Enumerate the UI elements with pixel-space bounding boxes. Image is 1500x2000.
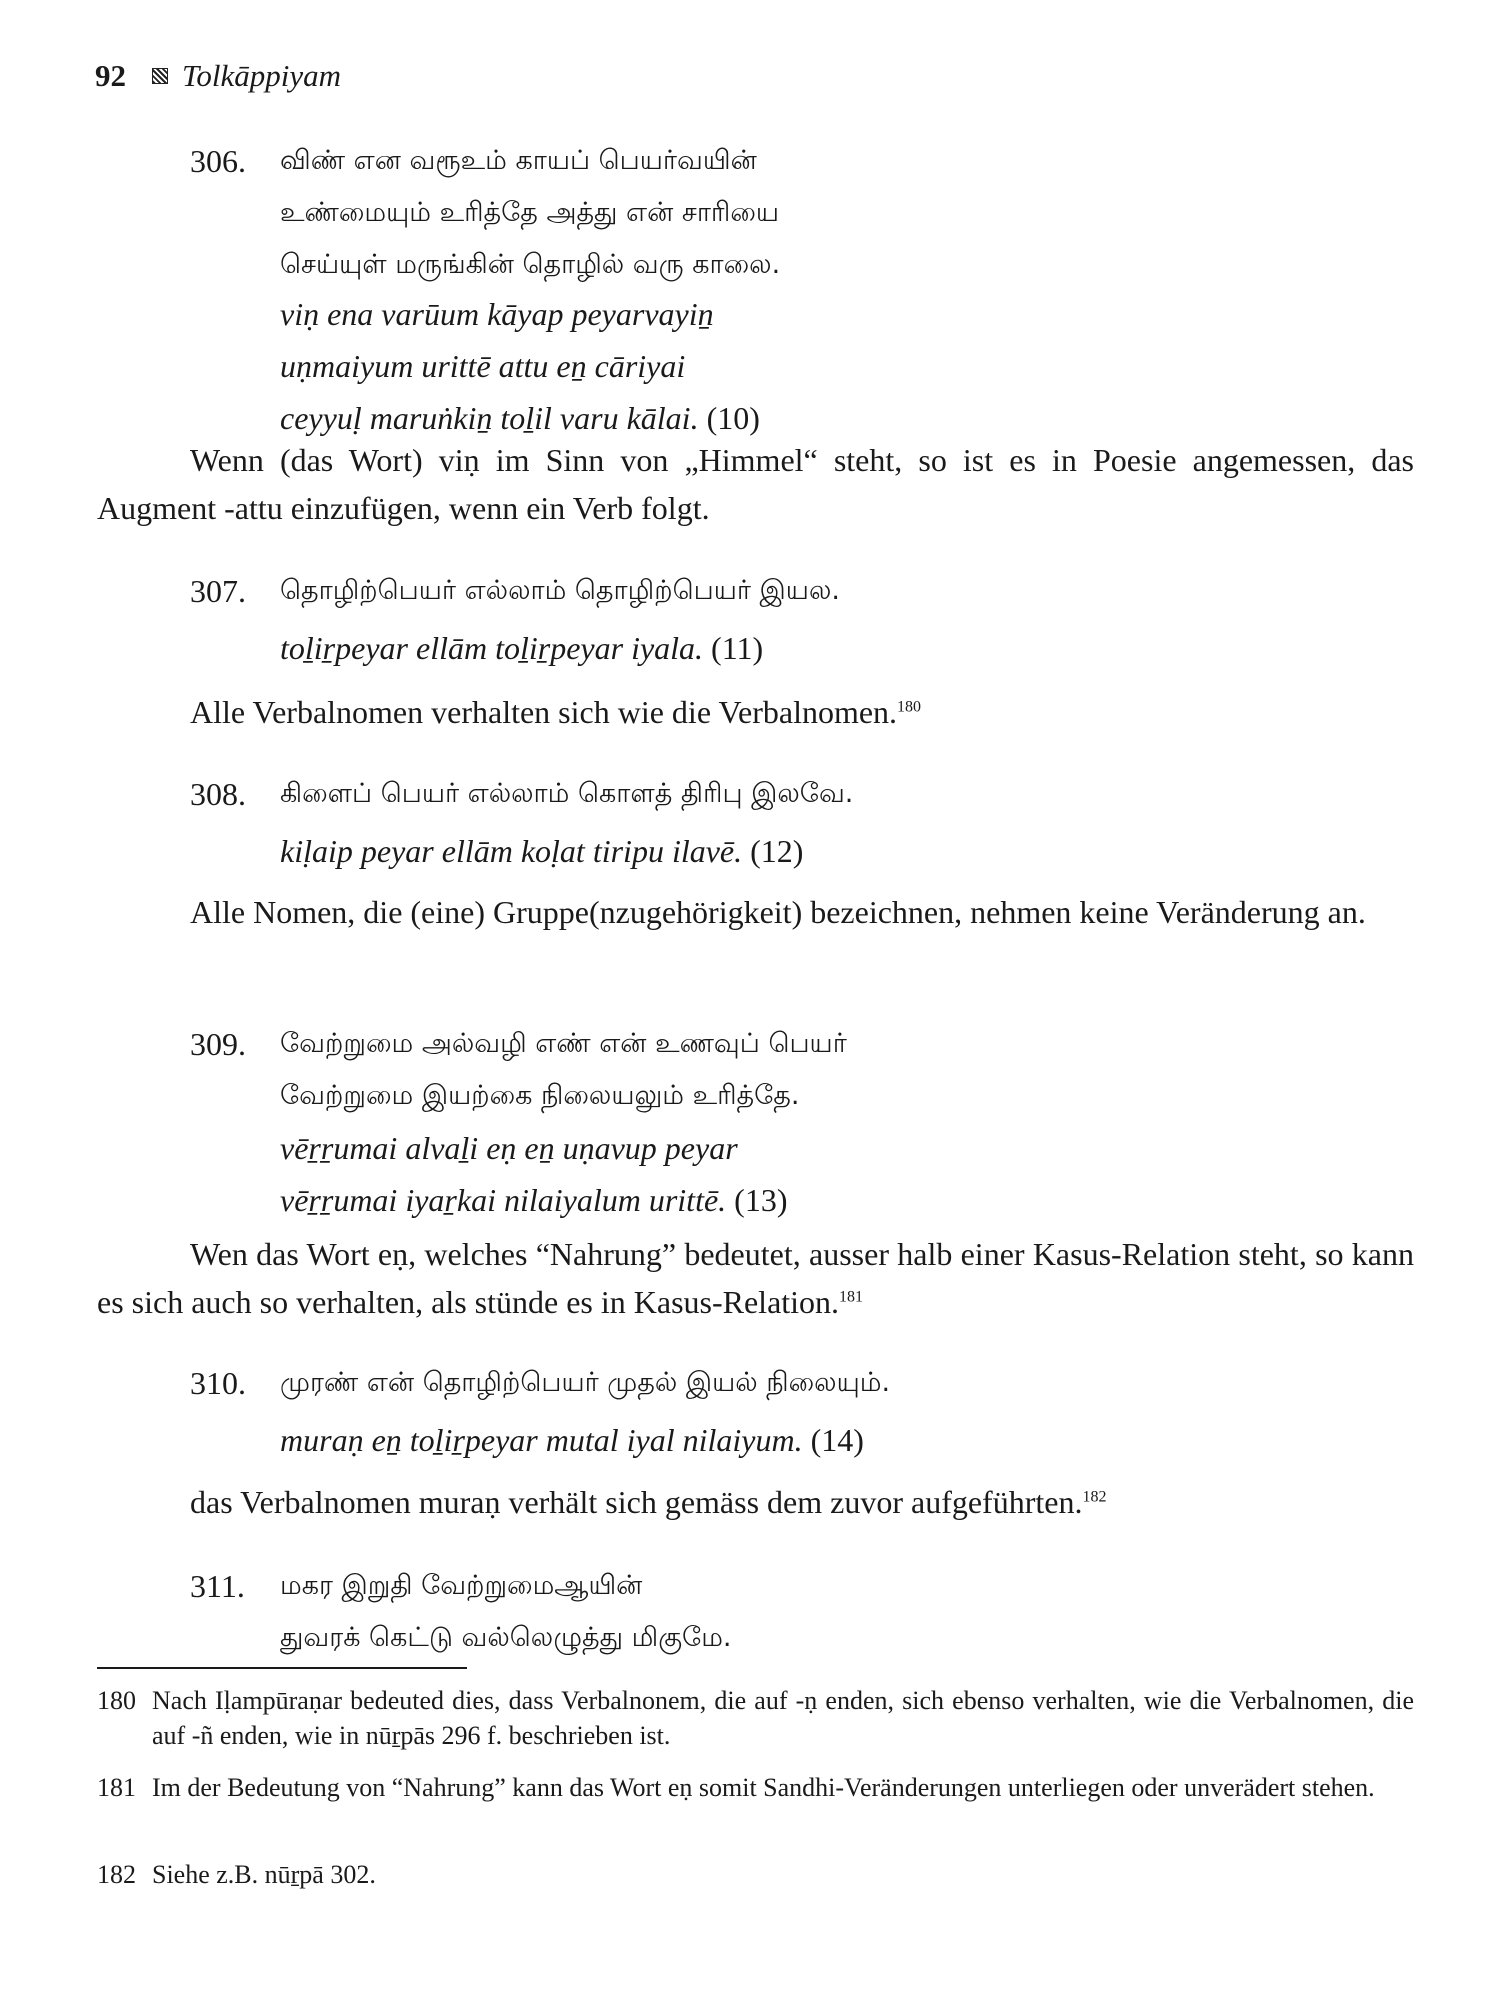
tamil-line: வேற்றுமை இயற்கை நிலையலும் உரித்தே. <box>280 1080 800 1111</box>
footnote-180 <box>97 1683 1414 1753</box>
verse-ref: (13) <box>734 1182 788 1218</box>
verse-number: 306. <box>190 143 246 179</box>
verse-number: 307. <box>190 573 246 609</box>
transliteration-308 <box>280 825 803 877</box>
footnote-181 <box>97 1770 1414 1805</box>
translit-line: toḻiṟpeyar ellām toḻiṟpeyar iyala. <box>280 630 704 666</box>
translation-308 <box>97 888 1414 936</box>
translit-line: vēṟṟumai alvaḻi eṇ eṉ uṇavup peyar <box>280 1130 738 1166</box>
tamil-line: துவரக் கெட்டு வல்லெழுத்து மிகுமே. <box>280 1622 732 1653</box>
verse-number: 309. <box>190 1026 246 1062</box>
footnote-text: Im der Bedeutung von “Nahrung” kann das Wort eṇ somit Sandhi-Veränderungen unterliegen oder unverädert stehen. <box>152 1773 1375 1802</box>
footnote-ref: 180 <box>897 698 922 716</box>
verse-ref: (14) <box>810 1422 864 1458</box>
footnote-number: 182 <box>97 1860 136 1889</box>
tamil-line: கிளைப் பெயர் எல்லாம் கொளத் திரிபு இலவே. <box>280 778 854 809</box>
verse-ref: (10) <box>706 400 760 436</box>
transliteration-306 <box>280 288 760 444</box>
tamil-text <box>280 565 840 617</box>
tamil-line: முரண் என் தொழிற்பெயர் முதல் இயல் நிலையும். <box>280 1367 891 1398</box>
verse-number: 311. <box>190 1568 245 1604</box>
translation-text: Wenn (das Wort) viṇ im Sinn von „Himmel“ steht, so ist es in Poesie angemessen, das Augment -attu einzufügen, wenn ein Verb folgt. <box>97 442 1414 526</box>
translation-310 <box>97 1478 1414 1526</box>
tamil-text <box>280 1560 732 1664</box>
transliteration-309 <box>280 1122 787 1226</box>
footnote-text: Siehe z.B. nūṟpā 302. <box>152 1860 376 1889</box>
tamil-text <box>280 135 780 291</box>
translit-line: viṇ ena varūum kāyap peyarvayiṉ <box>280 296 714 332</box>
translation-306 <box>97 436 1414 532</box>
tamil-text <box>280 1357 890 1409</box>
running-header <box>95 58 341 94</box>
footnote-separator <box>97 1667 467 1669</box>
translit-line: muraṇ eṉ toḻiṟpeyar mutal iyal nilaiyum. <box>280 1422 803 1458</box>
ornament-square-icon <box>152 68 168 84</box>
book-title: Tolkāppiyam <box>182 58 342 93</box>
transliteration-307 <box>280 622 763 674</box>
footnote-ref: 182 <box>1082 1488 1107 1506</box>
verse-number: 308. <box>190 776 246 812</box>
tamil-line: வேற்றுமை அல்வழி எண் என் உணவுப் பெயர் <box>280 1028 847 1059</box>
translation-text: Alle Nomen, die (eine) Gruppe(nzugehörigkeit) bezeichnen, nehmen keine Veränderung an. <box>190 894 1366 930</box>
translit-line: ceyyuḷ maruṅkiṉ toḻil varu kālai. <box>280 400 699 436</box>
translit-line: uṇmaiyum urittē attu eṉ cāriyai <box>280 348 686 384</box>
footnote-182 <box>97 1857 1414 1892</box>
tamil-line: தொழிற்பெயர் எல்லாம் தொழிற்பெயர் இயல. <box>280 575 840 606</box>
tamil-line: மகர இறுதி வேற்றுமைஆயின் <box>280 1570 643 1601</box>
footnote-text: Nach Iḷampūraṇar bedeuted dies, dass Verbalnonem, die auf -ṇ enden, sich ebenso verhalten, wie die Verbalnomen, die auf -ñ enden, wie in nūṟpās 296 f. beschrieben ist. <box>152 1686 1414 1750</box>
translit-line: kiḷaip peyar ellām koḷat tiripu ilavē. <box>280 833 743 869</box>
footnote-ref: 181 <box>839 1288 864 1306</box>
translation-309 <box>97 1230 1414 1326</box>
tamil-line: விண் என வரூஉம் காயப் பெயர்வயின் <box>280 145 757 176</box>
tamil-text <box>280 768 853 820</box>
verse-ref: (11) <box>711 630 764 666</box>
page-number: 92 <box>95 58 126 93</box>
footnote-number: 180 <box>97 1686 136 1715</box>
translation-307 <box>97 688 1414 736</box>
verse-number: 310. <box>190 1365 246 1401</box>
tamil-line: செய்யுள் மருங்கின் தொழில் வரு காலை. <box>280 249 781 280</box>
translit-line: vēṟṟumai iyaṟkai nilaiyalum urittē. <box>280 1182 727 1218</box>
translation-text: das Verbalnomen muraṇ verhält sich gemäss dem zuvor aufgeführten. <box>190 1484 1083 1520</box>
verse-ref: (12) <box>750 833 804 869</box>
footnote-number: 181 <box>97 1773 136 1802</box>
tamil-text <box>280 1018 847 1122</box>
translation-text: Alle Verbalnomen verhalten sich wie die Verbalnomen. <box>190 694 898 730</box>
transliteration-310 <box>280 1414 864 1466</box>
tamil-line: உண்மையும் உரித்தே அத்து என் சாரியை <box>280 197 780 228</box>
translation-text: Wen das Wort eṇ, welches “Nahrung” bedeutet, ausser halb einer Kasus-Relation steht, so kann es sich auch so verhalten, als stünde es in Kasus-Relation. <box>97 1236 1414 1320</box>
